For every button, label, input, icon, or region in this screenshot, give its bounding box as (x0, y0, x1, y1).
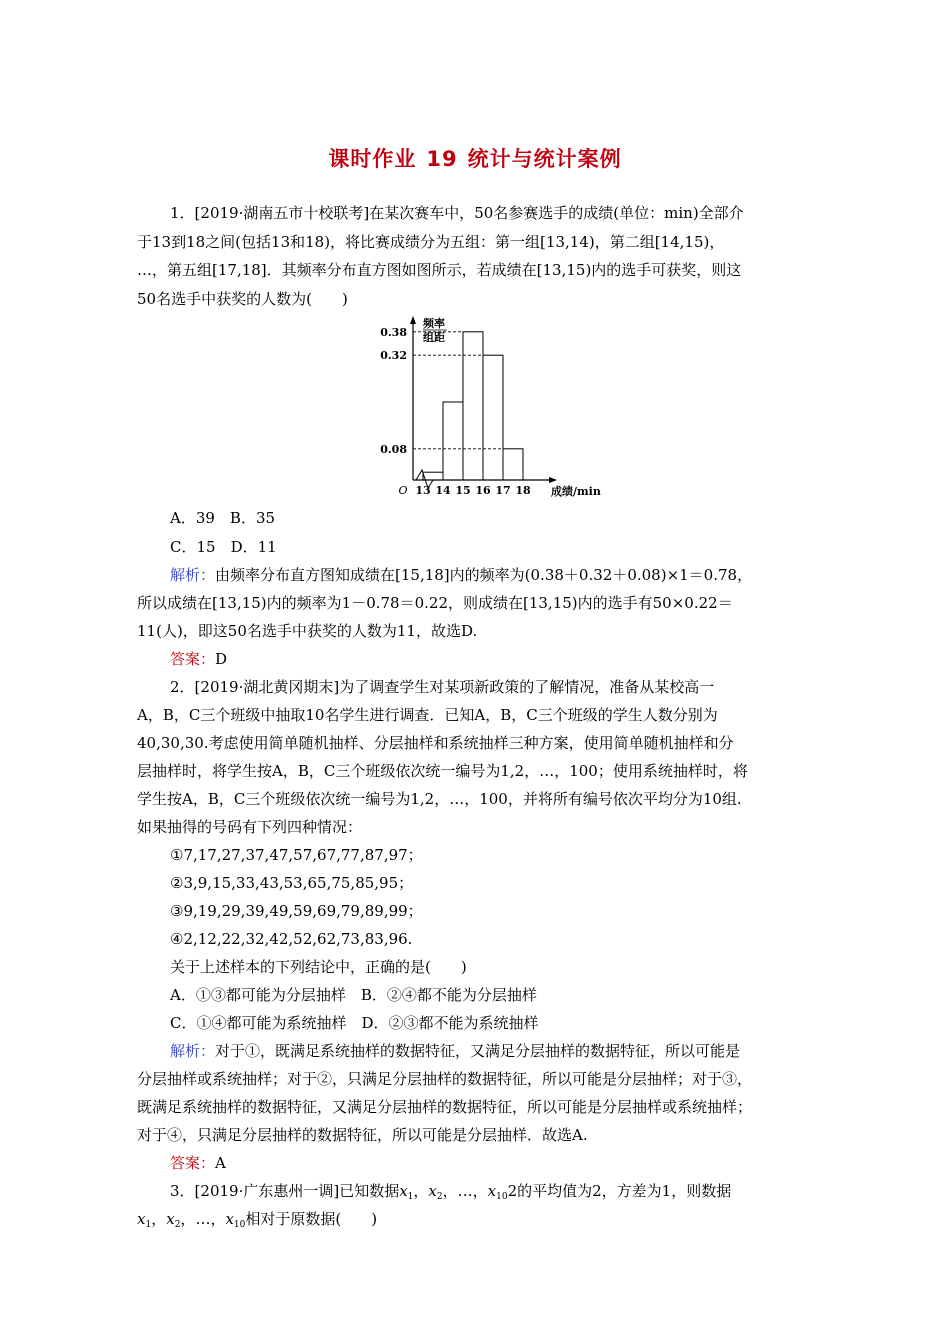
analysis-label: 解析： (170, 1042, 216, 1060)
x-tick-label: 18 (515, 484, 531, 497)
q1-option-ab: A．39 B．35 (170, 509, 276, 527)
q1-line-3: …，第五组[17,18]．其频率分布直方图如图所示，若成绩在[13,15)内的选手可获奖，则这 (137, 261, 742, 279)
q2-item-4: ④2,12,22,32,42,52,62,73,83,96. (170, 930, 413, 948)
q1-analysis-line-2: 所以成绩在[13,15)内的频率为1－0.78＝0.22，则成绩在[13,15)内的选手有50×0.22＝ (137, 594, 733, 612)
q2-line-3: 40,30,30.考虑使用简单随机抽样、分层抽样和系统抽样三种方案，使用简单随机抽样和分 (137, 734, 734, 752)
x-tick-label: 16 (475, 484, 491, 497)
q1-option-cd: C．15 D．11 (170, 538, 277, 556)
q2-option-ab: A．①③都可能为分层抽样 B．②④都不能为分层抽样 (170, 986, 537, 1004)
y-tick-label: 0.08 (380, 442, 407, 456)
y-tick-label: 0.38 (380, 325, 407, 339)
x-axis-arrow (549, 477, 557, 483)
q1-analysis-line-1: 解析：由频率分布直方图知成绩在[15,18]内的频率为(0.38＋0.32＋0.08)×1＝0.78， (170, 566, 753, 584)
x-tick-label: 14 (435, 484, 451, 497)
x-tick-label: 17 (495, 484, 511, 497)
histogram-bar (483, 355, 503, 480)
y-tick-label: 0.32 (380, 349, 407, 363)
y-axis-arrow (410, 316, 416, 324)
q2-answer: 答案：A (170, 1154, 226, 1172)
q2-line-2: A，B，C三个班级中抽取10名学生进行调查．已知A，B，C三个班级的学生人数分别为 (137, 706, 718, 724)
page-title: 课时作业 19 统计与统计案例 (328, 147, 622, 171)
q1-line-1: 1．[2019·湖南五市十校联考]在某次赛车中，50名参赛选手的成绩(单位：min)全部介 (170, 204, 744, 222)
q2-line-4: 层抽样时，将学生按A，B，C三个班级依次统一编号为1,2，…，100；使用系统抽样时，将 (137, 762, 748, 780)
histogram-bar (463, 332, 483, 480)
x-axis-label: 成绩/min (551, 485, 601, 498)
x-tick-label: 13 (415, 484, 431, 497)
q2-option-cd: C．①④都可能为系统抽样 D．②③都不能为系统抽样 (170, 1014, 539, 1032)
analysis-label: 解析： (170, 566, 216, 584)
q2-line-1: 2．[2019·湖北黄冈期末]为了调查学生对某项新政策的了解情况，准备从某校高一 (170, 678, 715, 696)
histogram-bar (423, 472, 443, 480)
q2-item-1: ①7,17,27,37,47,57,67,77,87,97； (170, 846, 423, 864)
q2-analysis-line-1: 解析：对于①，既满足系统抽样的数据特征，又满足分层抽样的数据特征，所以可能是 (170, 1042, 741, 1060)
answer-label: 答案： (170, 1154, 216, 1172)
q1-line-2: 于13到18之间(包括13和18)，将比赛成绩分为五组：第一组[13,14)，第二组[14,15)， (137, 233, 725, 251)
y-axis-label-bottom: 组距 (423, 331, 445, 344)
q2-item-3: ③9,19,29,39,49,59,69,79,89,99； (170, 902, 423, 920)
q2-question: 关于上述样本的下列结论中，正确的是( ) (170, 958, 467, 976)
q2-analysis-line-3: 既满足系统抽样的数据特征，又满足分层抽样的数据特征，所以可能是分层抽样或系统抽样； (137, 1098, 753, 1116)
y-axis-label-top: 频率 (423, 317, 445, 330)
q2-analysis-line-4: 对于④，只满足分层抽样的数据特征，所以可能是分层抽样．故选A. (137, 1126, 588, 1144)
histogram-chart (375, 310, 615, 500)
q1-line-4: 50名选手中获奖的人数为( ) (137, 290, 348, 308)
q2-line-6: 如果抽得的号码有下列四种情况： (137, 818, 363, 836)
q2-item-2: ②3,9,15,33,43,53,65,75,85,95； (170, 874, 414, 892)
q2-analysis-line-2: 分层抽样或系统抽样；对于②，只满足分层抽样的数据特征，所以可能是分层抽样；对于③， (137, 1070, 753, 1088)
q2-line-5: 学生按A，B，C三个班级依次统一编号为1,2，…，100，并将所有编号依次平均分为10组. (137, 790, 742, 808)
x-tick-label: 15 (455, 484, 471, 497)
q1-answer: 答案：D (170, 650, 228, 668)
histogram-bar (443, 402, 463, 480)
histogram-bar (503, 449, 523, 480)
answer-label: 答案： (170, 650, 216, 668)
origin-label: O (398, 484, 408, 497)
q3-line-1: 3．[2019·广东惠州一调]已知数据$x_1$，$x_2$，…，$x_{10}2$的平均值为2，方差为1，则数据 (170, 1182, 732, 1202)
q1-analysis-line-3: 11(人)，即这50名选手中获奖的人数为11，故选D. (137, 622, 478, 640)
q3-line-2: $x_1$，$x_2$，…，$x_{10}$相对于原数据( ) (137, 1210, 378, 1230)
